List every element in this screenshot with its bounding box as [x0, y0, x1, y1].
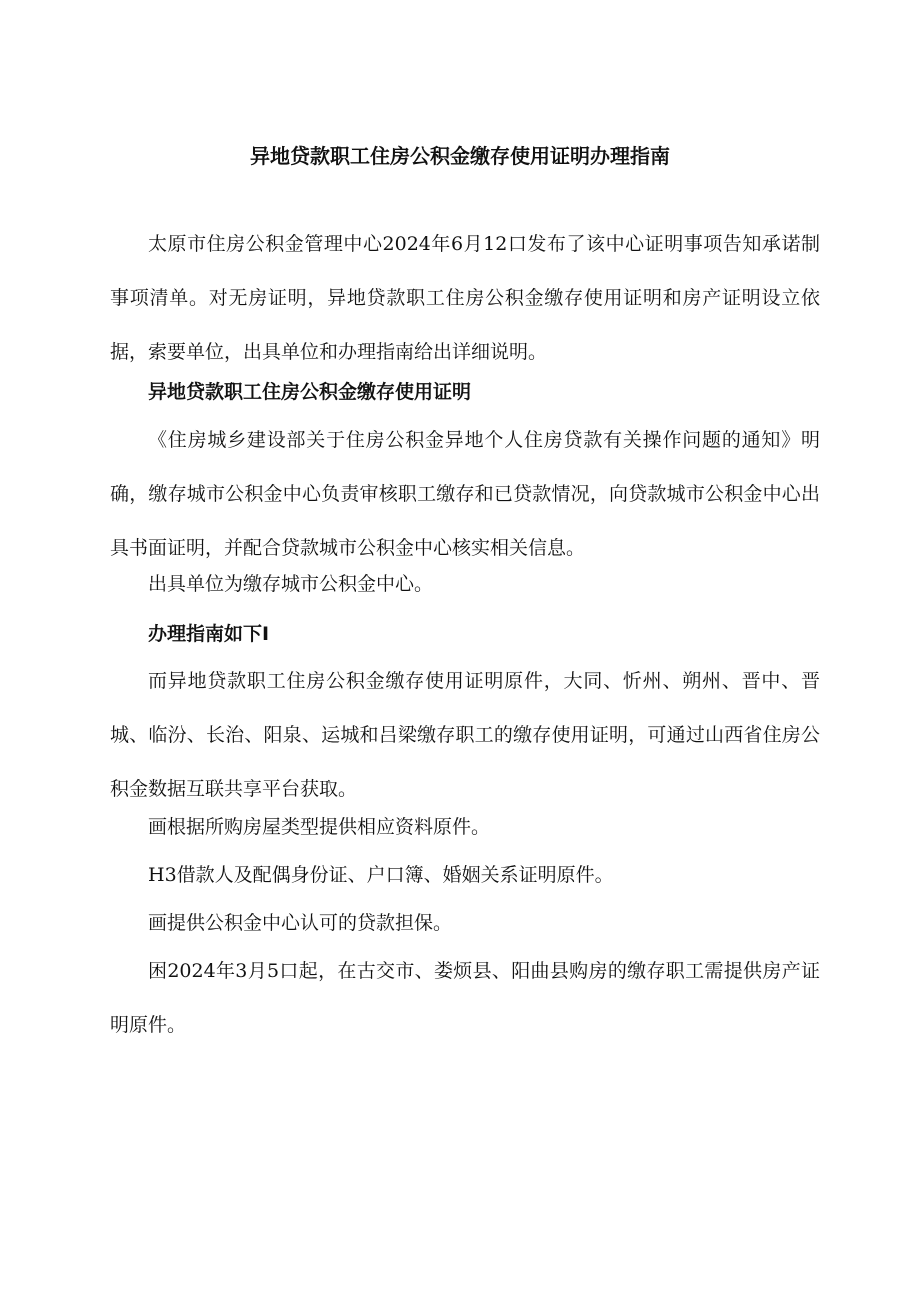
- section-heading-guide: 办理指南如下I: [148, 623, 270, 645]
- section-basis-paragraph: 《住房城乡建设部关于住房公积金异地个人住房贷款有关操作问题的通知》明确，缴存城市公积金中心负责审核职工缴存和已贷款情况，向贷款城市公积金中心出具书面证明，并配合贷款城市公积金中心核实相关信息。: [110, 429, 820, 559]
- intro-paragraph: 太原市住房公积金管理中心2024年6月12口发布了该中心证明事项告知承诺制事项清单。对无房证明，异地贷款职工住房公积金缴存使用证明和房产证明设立依据，索要单位，出具单位和办理指南给出详细说明。: [110, 233, 820, 363]
- section-heading-certificate: 异地贷款职工住房公积金缴存使用证明: [148, 381, 472, 403]
- issuer-paragraph: 出具单位为缴存城市公积金中心。: [148, 573, 434, 595]
- guide-item-property-certificate: 困2024年3月5口起，在古交市、娄烦县、阳曲县购房的缴存职工需提供房产证明原件。: [110, 960, 820, 1036]
- guide-item-identity-documents: H3借款人及配偶身份证、户口簿、婚姻关系证明原件。: [148, 864, 614, 886]
- document-title: 异地贷款职工住房公积金缴存使用证明办理指南: [250, 144, 670, 168]
- guide-item-guarantee: 画提供公积金中心认可的贷款担保。: [148, 912, 453, 934]
- guide-item-certificate: 而异地贷款职工住房公积金缴存使用证明原件，大同、忻州、朔州、晋中、晋城、临汾、长治、阳泉、运城和吕梁缴存职工的缴存使用证明，可通过山西省住房公积金数据互联共享平台获取。: [110, 670, 820, 800]
- guide-item-housing-documents: 画根据所购房屋类型提供相应资料原件。: [148, 816, 491, 838]
